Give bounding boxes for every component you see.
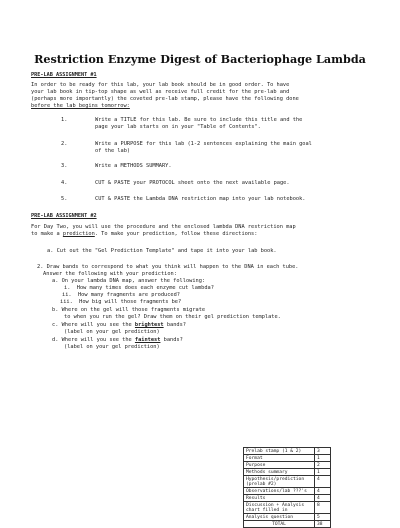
grading-row [244, 476, 331, 488]
item-text: Write a PURPOSE for this lab (1-2 sentences explaining the main goal [95, 141, 312, 147]
item-text: page your lab starts on in your "Table of Contents". [95, 124, 261, 130]
question-a: a. On your lambda DNA map, answer the following: [52, 278, 206, 284]
grading-item-label: Hypothesis/prediction (prelab #2) [244, 476, 315, 488]
grading-item-label: Results [244, 495, 315, 502]
grading-item-label: Purpose [244, 462, 315, 469]
grading-row [244, 495, 331, 502]
item-number: 2. [61, 141, 68, 147]
question-c: c. Where will you see the brightest bands? [52, 322, 186, 328]
item-text: CUT & PASTE the Lambda DNA restriction map into your lab notebook. [95, 196, 306, 202]
grading-row [244, 448, 331, 455]
question-b: to when you run the gel? Draw them on their gel prediction template. [64, 314, 281, 320]
grading-row [244, 488, 331, 495]
prelab-1-intro-line: (perhaps more importantly) the coveted pre-lab stamp, please have the following done [31, 96, 299, 102]
grading-total-points: 38 [315, 521, 331, 528]
prelab-2-heading: PRE-LAB ASSIGNMENT #2 [31, 213, 97, 219]
question-a-iii: iii. How big will those fragments be? [60, 299, 182, 305]
step-2-text: 2. Draw bands to correspond to what you think will happen to the DNA in each tube. [37, 264, 299, 270]
question-b: b. Where on the gel will those fragments migrate [52, 307, 206, 313]
item-number: 5. [61, 196, 68, 202]
grading-item-points: 5 [315, 514, 331, 521]
grading-item-label: Format [244, 455, 315, 462]
item-text: Write a METHODS SUMMARY. [95, 163, 172, 169]
step-1-text: a. Cut out the "Gel Prediction Template" and tape it into your lab book. [47, 248, 277, 254]
grading-item-label: Discussion + Analysis chart filled in [244, 502, 315, 514]
item-number: 3. [61, 163, 68, 169]
grading-row [244, 502, 331, 514]
prelab-1-heading: PRE-LAB ASSIGNMENT #1 [31, 72, 97, 78]
grading-item-points: 3 [315, 448, 331, 455]
item-number: 1. [61, 117, 68, 123]
grading-item-label: Methods summary [244, 469, 315, 476]
prelab-1-intro-line: In order to be ready for this lab, your lab book should be in good order. To have [31, 82, 290, 88]
step-2-text: Answer the following with your prediction: [43, 271, 177, 277]
question-c: (label on your gel prediction) [64, 329, 160, 335]
prelab-1-intro-line: before the lab begins tomorrow: [31, 103, 130, 109]
grading-item-points: 4 [315, 488, 331, 495]
grading-row [244, 514, 331, 521]
grading-item-label: Prelab stamp (1 & 2) [244, 448, 315, 455]
grading-item-points: 2 [315, 462, 331, 469]
item-number: 4. [61, 180, 68, 186]
grading-item-points: 1 [315, 469, 331, 476]
grading-row [244, 455, 331, 462]
question-a-ii: ii. How many fragments are produced? [62, 292, 180, 298]
question-d: (label on your gel prediction) [64, 344, 160, 350]
question-d: d. Where will you see the faintest bands? [52, 337, 183, 343]
grading-item-label: Observations/lab ???'s [244, 488, 315, 495]
item-text: of the lab) [95, 148, 131, 154]
grading-item-points: 1 [315, 455, 331, 462]
grading-row [244, 469, 331, 476]
item-text: Write a TITLE for this lab. Be sure to include this title and the [95, 117, 303, 123]
grading-row [244, 462, 331, 469]
item-text: CUT & PASTE your PROTOCOL sheet onto the next available page. [95, 180, 290, 186]
question-a-i: i. How many times does each enzyme cut lambda? [64, 285, 214, 291]
grading-item-label: Analysis question [244, 514, 315, 521]
prelab-1-intro-line: your lab book in tip-top shape as well as receive full credit for the pre-lab and [31, 89, 290, 95]
prelab-2-intro-line: For Day Two, you will use the procedure and the enclosed lambda DNA restriction map [31, 224, 296, 230]
grading-total-label: TOTAL [244, 521, 315, 528]
grading-total-row [244, 521, 331, 528]
grading-item-points: 8 [315, 502, 331, 514]
prelab-2-intro-line: to make a prediction. To make your prediction, follow these directions: [31, 231, 258, 237]
grading-item-points: 4 [315, 495, 331, 502]
page-title: Restriction Enzyme Digest of Bacteriophage Lambda [34, 52, 366, 66]
grading-item-points: 4 [315, 476, 331, 488]
